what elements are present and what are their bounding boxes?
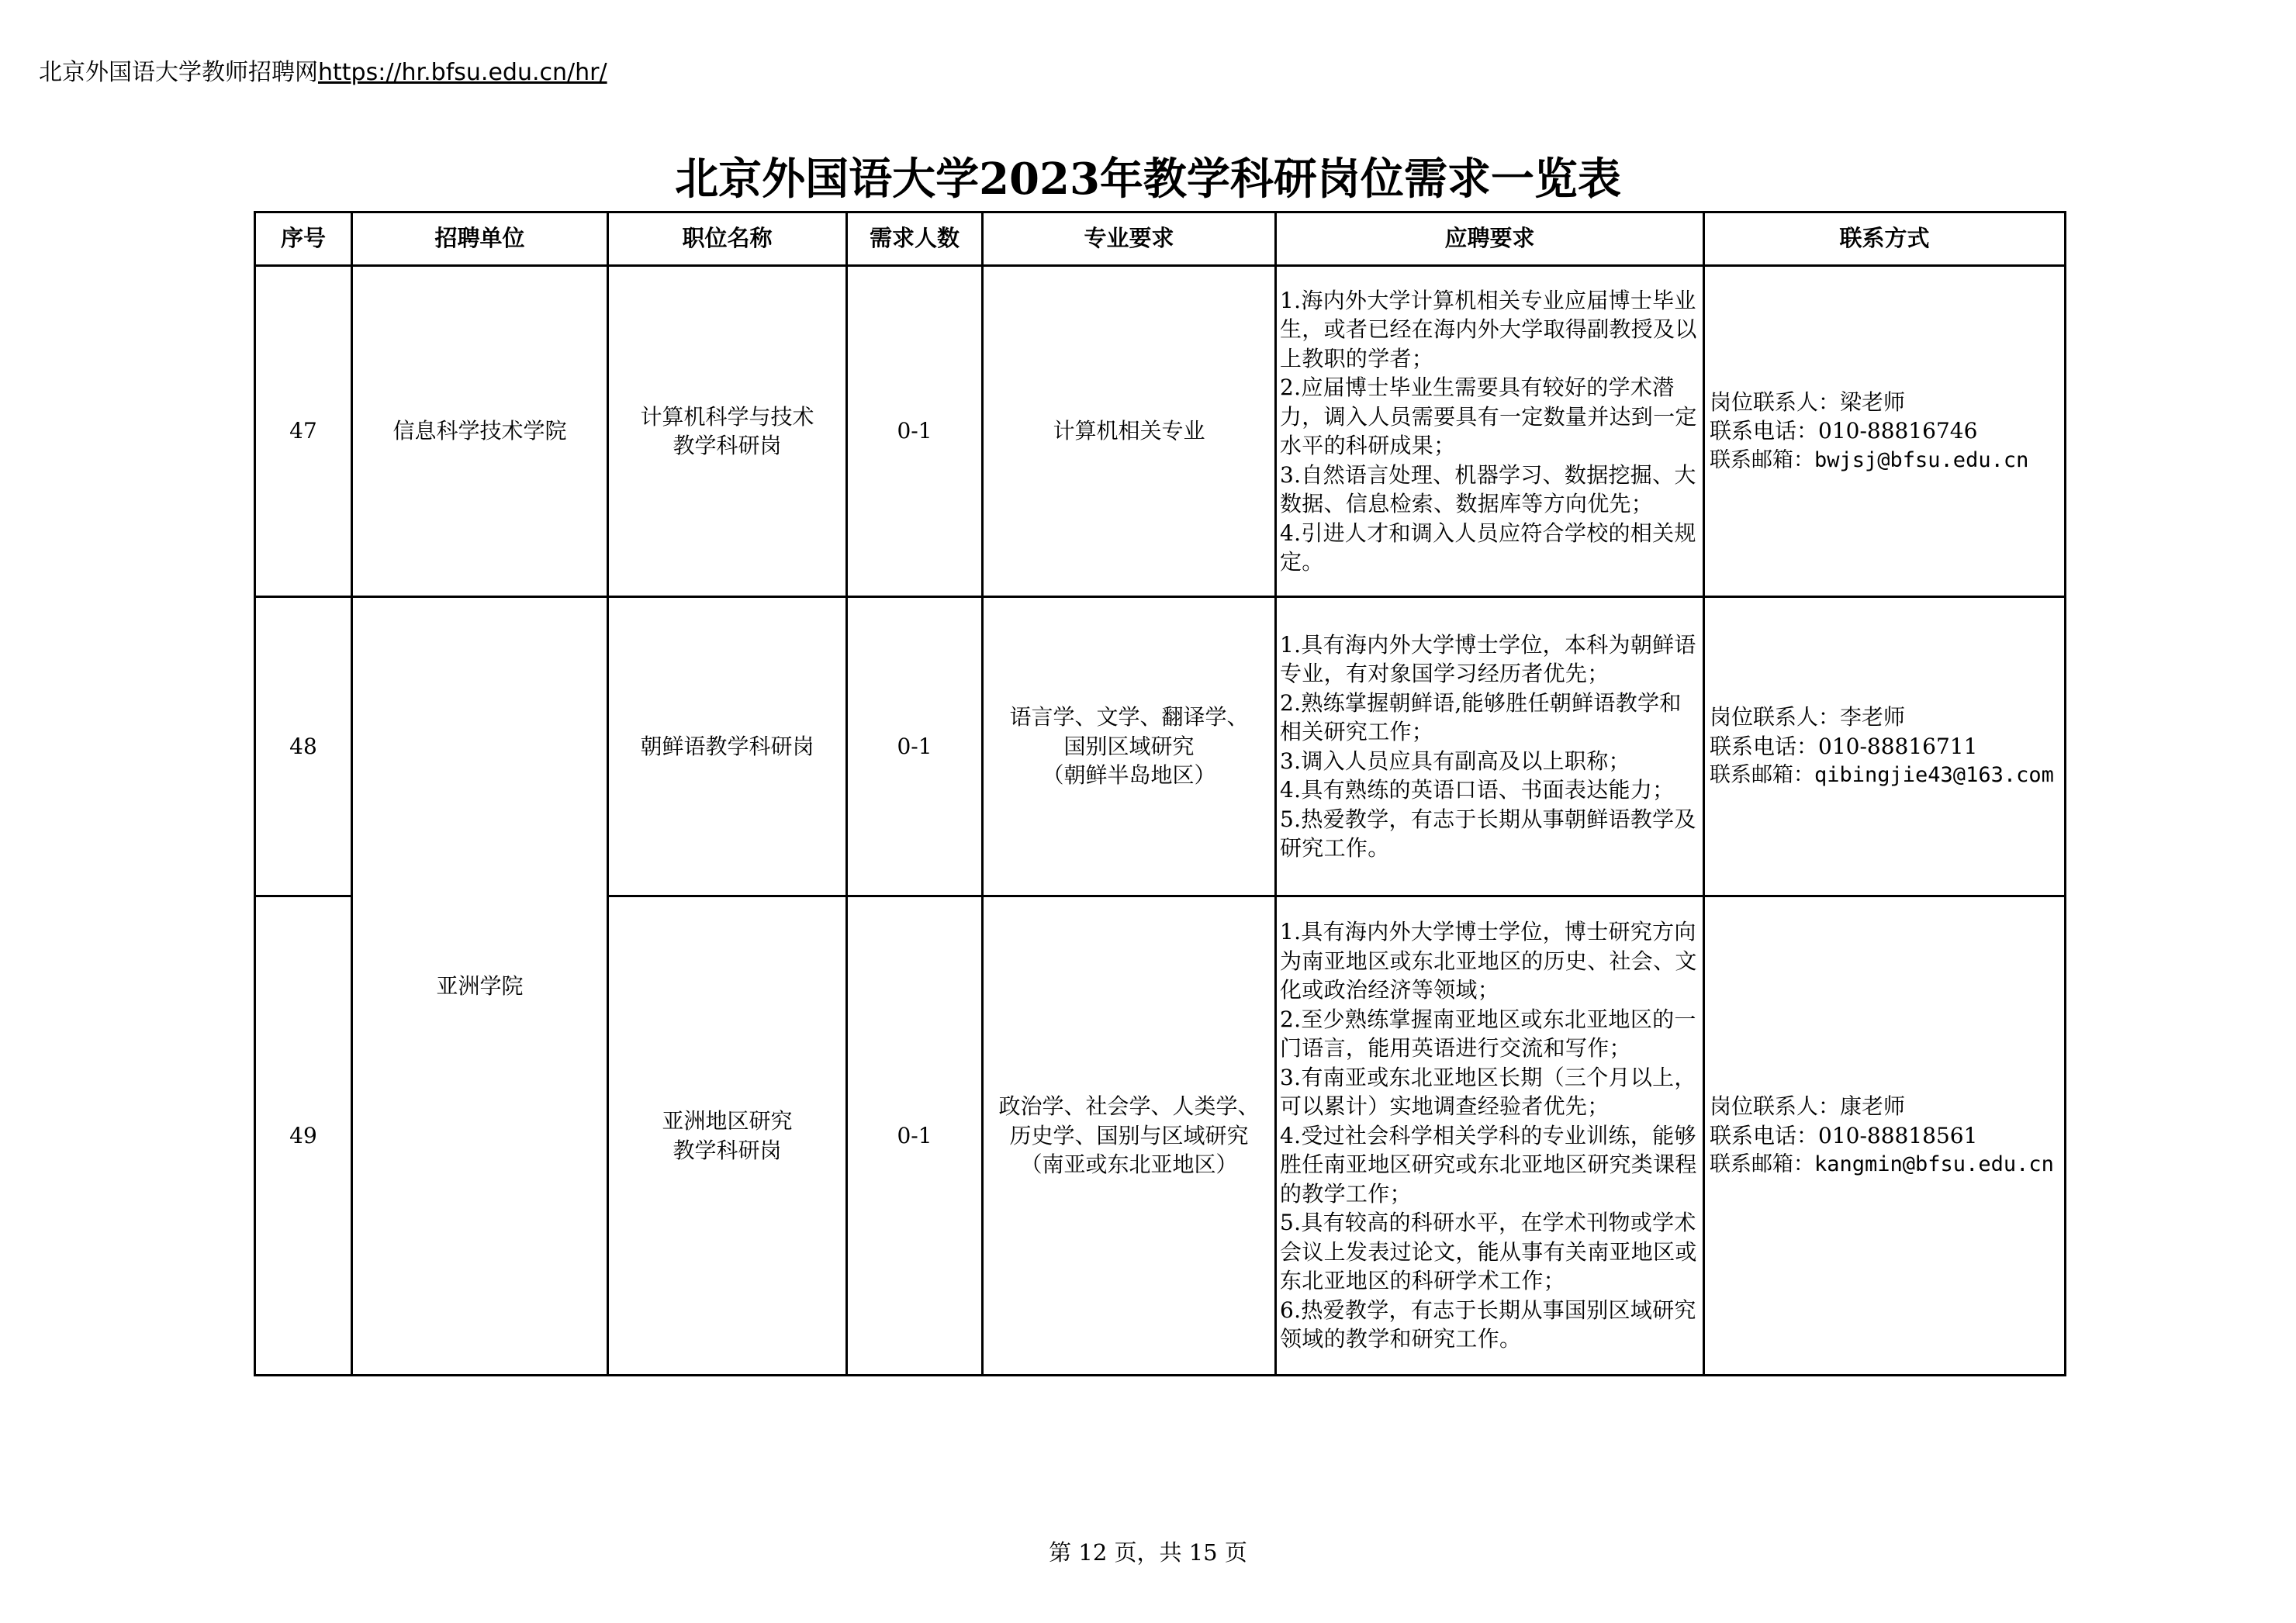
header-unit: 招聘单位 [352, 212, 608, 266]
row-unit: 亚洲学院 [352, 597, 608, 1376]
header-count: 需求人数 [847, 212, 983, 266]
header-major: 专业要求 [983, 212, 1276, 266]
page-header [39, 57, 607, 88]
table-row [255, 597, 2066, 896]
row-no: 49 [255, 896, 352, 1376]
row-no: 48 [255, 597, 352, 896]
row-contact: 岗位联系人：梁老师 联系电话：010-88816746 联系邮箱：bwjsj@bfsu.edu.cn [1704, 266, 2066, 597]
row-requirements: 1.海内外大学计算机相关专业应届博士毕业生，或者已经在海内外大学取得副教授及以上教职的学者； 2.应届博士毕业生需要具有较好的学术潜力，调入人员需要具有一定数量并达到一定水平的科研成果； 3.自然语言处理、机器学习、数据挖掘、大数据、信息检索、数据库等方向优先； 4.引进人才和调入人员应符合学校的相关规定。 [1276, 266, 1704, 597]
row-count: 0-1 [847, 896, 983, 1376]
row-major: 计算机相关专业 [983, 266, 1276, 597]
row-position: 计算机科学与技术 教学科研岗 [608, 266, 847, 597]
row-position: 朝鲜语教学科研岗 [608, 597, 847, 896]
row-position: 亚洲地区研究 教学科研岗 [608, 896, 847, 1376]
header-contact: 联系方式 [1704, 212, 2066, 266]
row-unit: 信息科学技术学院 [352, 266, 608, 597]
positions-table [254, 211, 2066, 1376]
row-requirements: 1.具有海内外大学博士学位，本科为朝鲜语专业，有对象国学习经历者优先； 2.熟练掌握朝鲜语,能够胜任朝鲜语教学和相关研究工作； 3.调入人员应具有副高及以上职称； 4.具有熟练的英语口语、书面表达能力； 5.热爱教学，有志于长期从事朝鲜语教学及研究工作。 [1276, 597, 1704, 896]
header-position: 职位名称 [608, 212, 847, 266]
document-title: 北京外国语大学2023年教学科研岗位需求一览表 [675, 154, 1621, 205]
row-contact: 岗位联系人：康老师 联系电话：010-88818561 联系邮箱：kangmin@bfsu.edu.cn [1704, 896, 2066, 1376]
row-contact: 岗位联系人：李老师 联系电话：010-88816711 联系邮箱：qibingjie43@163.com [1704, 597, 2066, 896]
page-footer: 第 12 页，共 15 页 [1049, 1539, 1247, 1566]
header-requirements: 应聘要求 [1276, 212, 1704, 266]
site-url-link[interactable]: https://hr.bfsu.edu.cn/hr/ [318, 59, 607, 86]
row-major: 政治学、社会学、人类学、 历史学、国别与区域研究 （南亚或东北亚地区） [983, 896, 1276, 1376]
header-no: 序号 [255, 212, 352, 266]
row-requirements: 1.具有海内外大学博士学位，博士研究方向为南亚地区或东北亚地区的历史、社会、文化或政治经济等领域； 2.至少熟练掌握南亚地区或东北亚地区的一门语言，能用英语进行交流和写作； 3.有南亚或东北亚地区长期（三个月以上，可以累计）实地调查经验者优先； 4.受过社会科学相关学科的专业训练，能够胜任南亚地区研究或东北亚地区研究类课程的教学工作； 5.具有较高的科研水平，在学术刊物或学术会议上发表过论文，能从事有关南亚地区或东北亚地区的科研学术工作； 6.热爱教学，有志于长期从事国别区域研究领域的教学和研究工作。 [1276, 896, 1704, 1376]
row-no: 47 [255, 266, 352, 597]
row-count: 0-1 [847, 597, 983, 896]
row-count: 0-1 [847, 266, 983, 597]
site-name: 北京外国语大学教师招聘网 [39, 59, 318, 86]
table-header-row [255, 212, 2066, 266]
row-major: 语言学、文学、翻译学、 国别区域研究 （朝鲜半岛地区） [983, 597, 1276, 896]
table-row [255, 266, 2066, 597]
